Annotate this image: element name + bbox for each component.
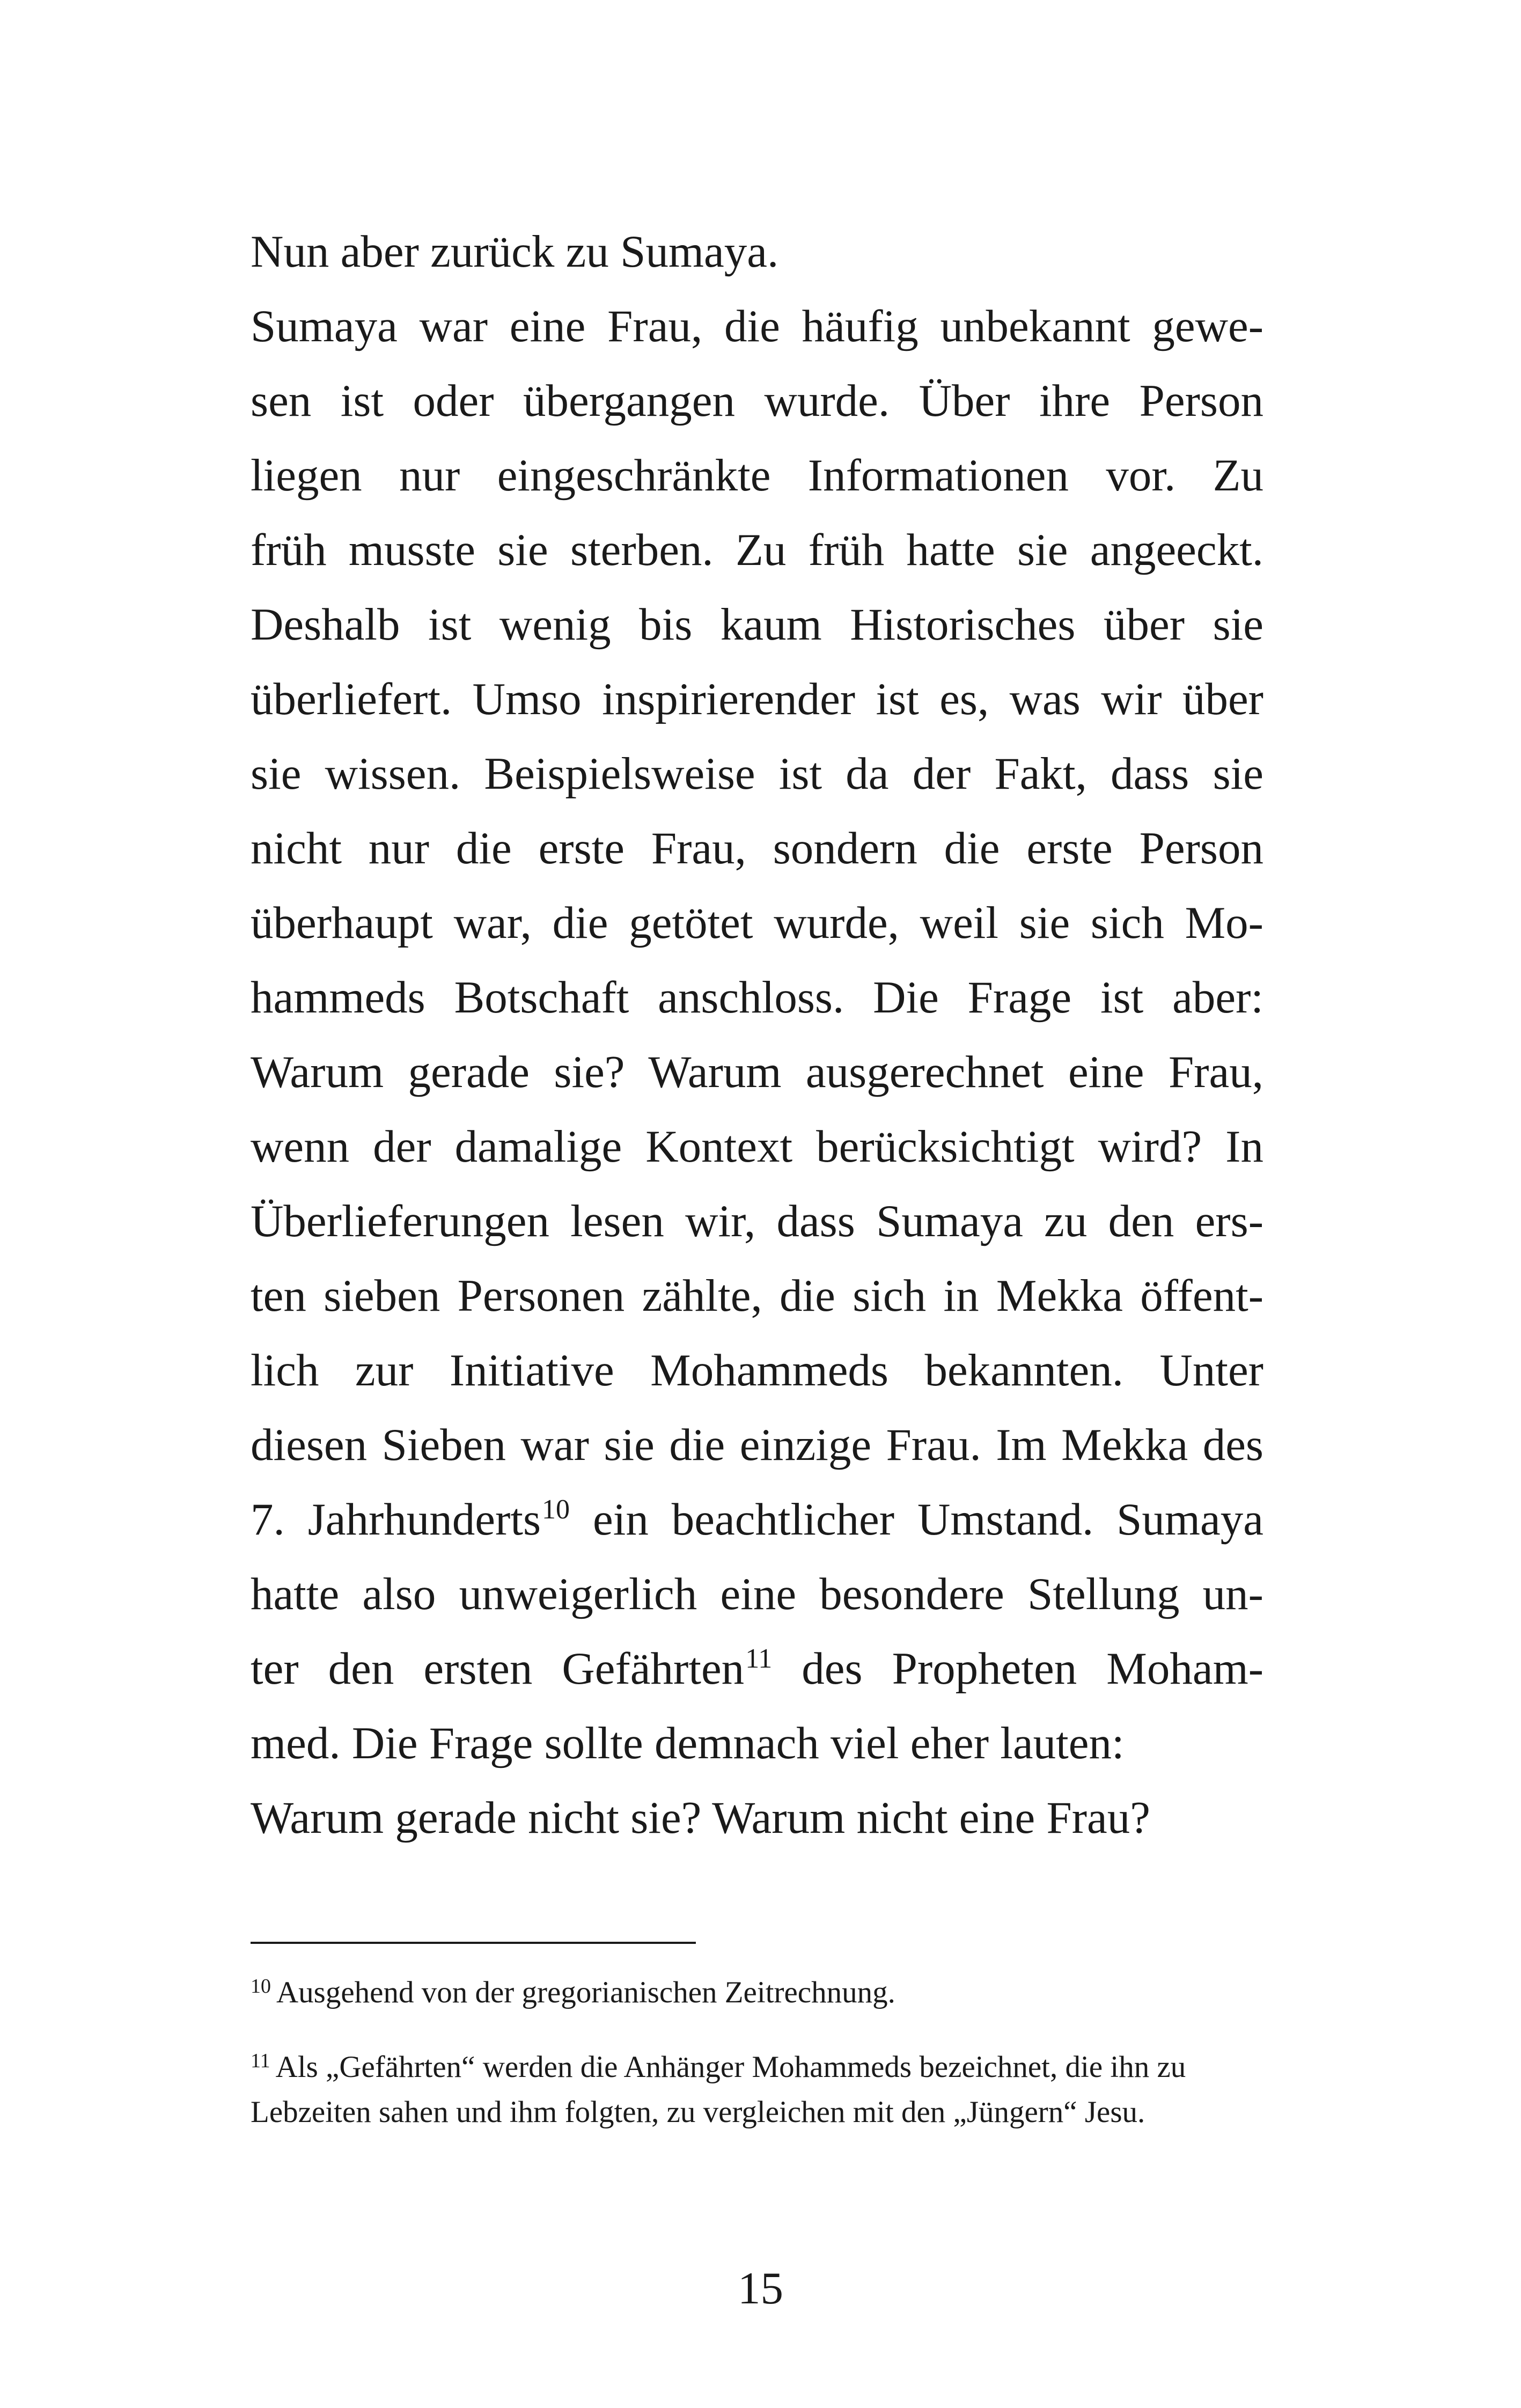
text-line (251, 1482, 1263, 1557)
text-segment: 7. Jahrhunderts (251, 1494, 541, 1545)
text-line: Deshalb ist wenig bis kaum Historisches über sie (251, 599, 1263, 650)
footnote-line (251, 1972, 1263, 2017)
text-line: hammeds Botschaft anschloss. Die Frage ist aber: (251, 972, 1263, 1023)
text-line: med. Die Frage sollte demnach viel eher lauten: (251, 1718, 1125, 1768)
footnotes (251, 1972, 1263, 2163)
footnote-reference[interactable]: 11 (745, 1643, 773, 1674)
text-line: sen ist oder übergangen wurde. Über ihre Person (251, 376, 1263, 426)
text-line: nicht nur die erste Frau, sondern die erste Person (251, 823, 1263, 873)
text-line: wenn der damalige Kontext berücksichtigt wird? In (251, 1121, 1263, 1172)
footnote-text: Ausgehend von der gregorianischen Zeitrechnung. (276, 1976, 895, 2009)
footnote-line (251, 2046, 1263, 2091)
footnote-line: Lebzeiten sahen und ihm folgten, zu vergleichen mit den „Jüngern“ Jesu. (251, 2095, 1145, 2129)
footnote-reference[interactable]: 10 (542, 1494, 570, 1525)
body-paragraph (251, 215, 1263, 1855)
text-segment: ter den ersten Gefährten (251, 1643, 745, 1694)
footnote-number: 10 (251, 1975, 271, 1998)
text-line: sie wissen. Beispielsweise ist da der Fakt, dass sie (251, 748, 1263, 799)
footnote (251, 1972, 1263, 2017)
footnote-divider (251, 1942, 696, 1944)
text-line: liegen nur eingeschränkte Informationen vor. Zu (251, 450, 1263, 501)
text-line: überhaupt war, die getötet wurde, weil sie sich Mo- (251, 898, 1263, 948)
text-line: Sumaya war eine Frau, die häufig unbekannt gewe- (251, 301, 1263, 351)
text-line: lich zur Initiative Mohammeds bekannten. Unter (251, 1345, 1263, 1396)
page-number: 15 (738, 2263, 783, 2314)
footnote-number: 11 (251, 2050, 270, 2072)
footnote-text: Als „Gefährten“ werden die Anhänger Mohammeds bezeichnet, die ihn zu (275, 2050, 1186, 2084)
footnote (251, 2046, 1263, 2133)
text-line: Warum gerade sie? Warum ausgerechnet eine Frau, (251, 1047, 1263, 1097)
text-line: Nun aber zurück zu Sumaya. (251, 226, 779, 277)
text-line: diesen Sieben war sie die einzige Frau. Im Mekka des (251, 1420, 1263, 1470)
text-segment: des Propheten Moham- (772, 1643, 1264, 1694)
text-line: ten sieben Personen zählte, die sich in Mekka öffent- (251, 1271, 1263, 1321)
text-line (251, 1632, 1263, 1706)
text-line: überliefert. Umso inspirierender ist es, was wir über (251, 674, 1263, 724)
text-line: früh musste sie sterben. Zu früh hatte sie angeeckt. (251, 525, 1263, 575)
text-line: hatte also unweigerlich eine besondere Stellung un- (251, 1569, 1263, 1619)
text-line: Warum gerade nicht sie? Warum nicht eine Frau? (251, 1793, 1151, 1843)
text-line: Überlieferungen lesen wir, dass Sumaya zu den ers- (251, 1196, 1263, 1246)
text-segment: ein beachtlicher Umstand. Sumaya (570, 1494, 1263, 1545)
